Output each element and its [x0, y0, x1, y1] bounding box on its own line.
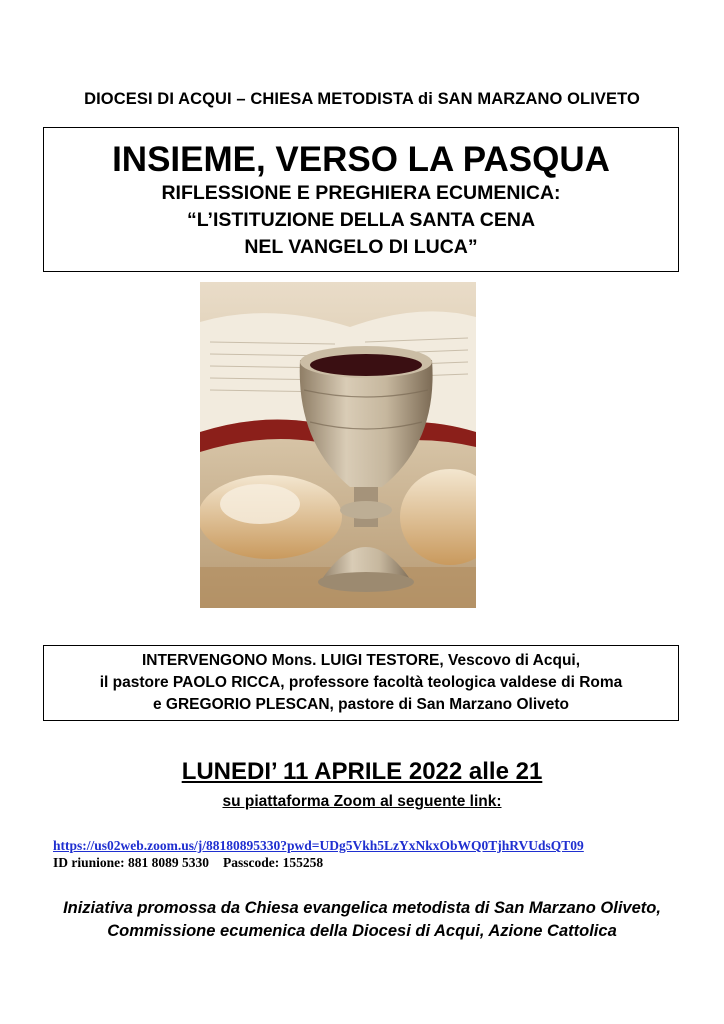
organizers-header: DIOCESI DI ACQUI – CHIESA METODISTA di SAN MARZANO OLIVETO [84, 90, 640, 108]
footer-credits [0, 897, 724, 943]
subtitle-line-1: RIFLESSIONE E PREGHIERA ECUMENICA: [161, 182, 561, 204]
zoom-link[interactable]: https://us02web.zoom.us/j/88180895330?pwd=UDg5Vkh5LzYxNkxObWQ0TjhRVUdsQT09 [53, 838, 584, 853]
event-date: LUNEDI’ 11 APRILE 2022 alle 21 [181, 758, 543, 785]
meeting-id: ID riunione: 881 8089 5330 [53, 855, 210, 870]
chalice-bread-photo [200, 282, 476, 608]
footer-line-2: Commissione ecumenica della Diocesi di Acqui, Azione Cattolica [107, 922, 617, 940]
footer-line-1: Iniziativa promossa da Chiesa evangelica metodista di San Marzano Oliveto, [63, 899, 661, 917]
speaker-line-3: e GREGORIO PLESCAN, pastore di San Marzano Oliveto [153, 696, 569, 713]
event-title: INSIEME, VERSO LA PASQUA [112, 140, 610, 179]
meeting-info [53, 855, 323, 871]
subtitle-line-2: “L’ISTITUZIONE DELLA SANTA CENA [186, 209, 536, 231]
title-box [43, 127, 679, 272]
speaker-line-1: INTERVENGONO Mons. LUIGI TESTORE, Vescovo di Acqui, [141, 652, 581, 669]
speakers-box [43, 645, 679, 721]
meeting-passcode: Passcode: 155258 [223, 855, 324, 870]
platform-note: su piattaforma Zoom al seguente link: [222, 793, 502, 810]
subtitle-line-3: NEL VANGELO DI LUCA” [244, 236, 478, 258]
speaker-line-2: il pastore PAOLO RICCA, professore facoltà teologica valdese di Roma [99, 674, 623, 691]
